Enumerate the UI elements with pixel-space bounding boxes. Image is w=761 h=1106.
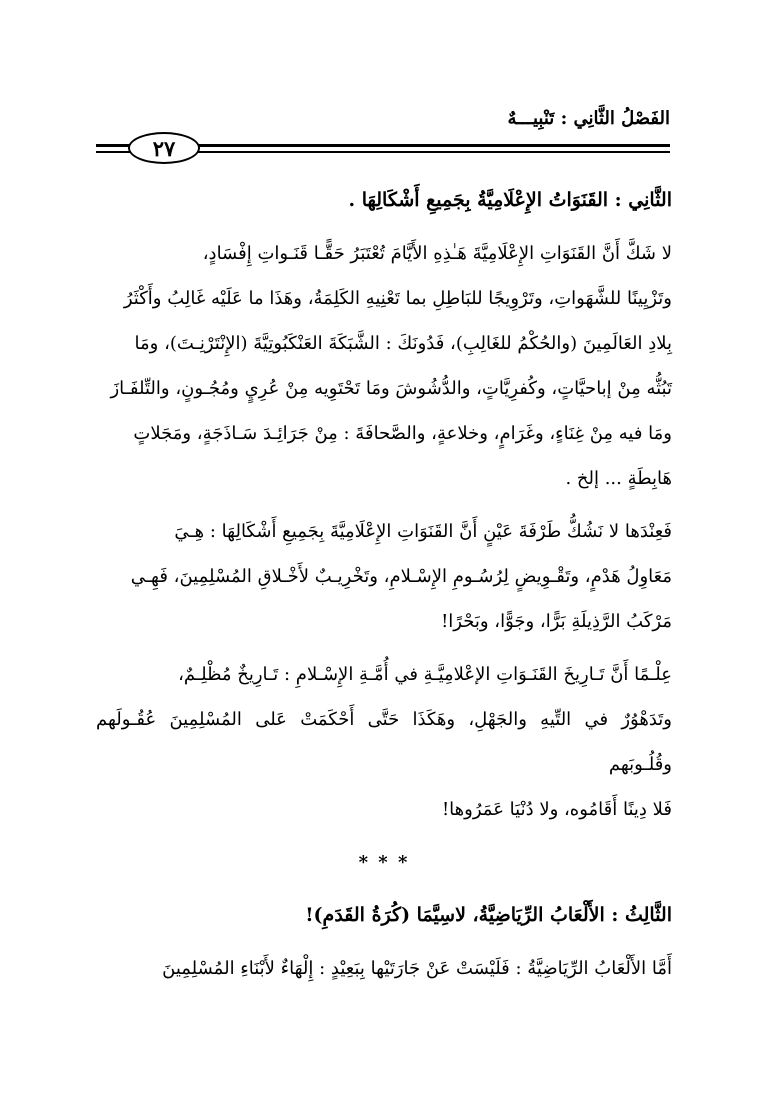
section-separator: * * * (358, 852, 410, 873)
paragraph-2-line-3: مَرْكَبُ الرَّذِيلَةِ بَرًّا، وجَوًّا، وبَحْرًا! (441, 611, 672, 632)
page-number-badge (128, 132, 200, 164)
paragraph-2-line-2: مَعَاوِلُ هَدْمٍ، وتَقْـوِيضٍ لِرُسُـومِ الإِسْـلامِ، وتَخْرِيـبٌ لأَخْـلاقِ المُسْلِمِينَ، فَهِـي (130, 566, 672, 587)
spacer (96, 885, 672, 893)
page-header (96, 108, 670, 178)
paragraph-1-line-2: وتَزْيِينًا للشَّهَواتِ، وتَرْوِيجًا للبَاطِلِ بما تَعْنِيهِ الكَلِمَةُ، وهَذَا ما عَلَيْه غَالِبُ وأَكْثَرُ (123, 288, 672, 309)
paragraph-1-line-4: تَبُثُّه مِنْ إباحيَّاتٍ، وكُفرِيَّاتٍ، والدُّشُوشَ ومَا تَحْتَوِيه مِنْ عُرِيٍ ومُجُـونٍ، والتِّلفَـازَ (110, 378, 672, 399)
spacer (96, 223, 672, 231)
section-heading-second: الثَّانِي : القَنَوَاتُ الإِعْلَامِيَّةُ بِجَمِيعِ أَشْكَالِهَا . (348, 189, 672, 211)
spacer (96, 938, 672, 946)
paragraph-1-line-3: بِلادِ العَالَمِينَ (والحُكْمُ للغَالِبِ)، فَدُونَكَ : الشَّبَكَةَ العَنْكَبُوتِيَّةَ (الإِنْتَرْنِـتَ)، ومَا (134, 333, 672, 354)
spacer (96, 644, 672, 652)
spacer (96, 501, 672, 509)
paragraph-4-line-1: أَمَّا الأَلْعَابُ الرِّيَاضِيَّةُ : فَلَيْسَتْ عَنْ جَارَتَيْها بِبَعِيْدٍ : إِلْهَاءٌ لأَبْنَاءِ المُسْلِمِينَ (162, 958, 672, 979)
paragraph-1-line-6: هَابِطَةٍ ... إلخ . (565, 468, 672, 489)
paragraph-1-line-5: ومَا فيه مِنْ غِنَاءٍ، وغَرَامٍ، وخلاعةٍ، والصَّحافَةَ : مِنْ جَرَائِـدَ سَـاذَجَةٍ، ومَجَلاتٍ (133, 423, 672, 444)
paragraph-1-line-1: لا شَكَّ أَنَّ القَنَوَاتِ الإِعْلَامِيَّةَ هَـٰذِهِ الأَيَّامَ تُعْتَبَرُ حَقًّـا قَنَـواتِ إِفْسَادٍ، (202, 243, 672, 264)
paragraph-2-line-1: فَعِنْدَها لا نَشُكُّ طَرْفَةَ عَيْنٍ أَنَّ القَنَوَاتِ الإِعْلَامِيَّةَ بِجَمِيعِ أَشْكَالِهَا : هِـيَ (174, 521, 672, 542)
paragraph-3-line-1: عِلْـمًا أَنَّ تَـارِيخَ القَنَـوَاتِ الإعْلامِيَّـةِ في أُمَّـةِ الإِسْـلامِ : تَـارِيخٌ مُظْلِـمٌ، (178, 664, 672, 685)
section-heading-third: الثَّالِثُ : الأَلْعَابُ الرِّيَاضِيَّةُ، لاسِيَّمَا (كُرَةُ القَدَمِ)! (305, 904, 672, 926)
page-body (96, 178, 672, 991)
chapter-title: الفَصْلُ الثَّانِي : تَنْبِيـــهٌ (507, 108, 670, 129)
paragraph-3-line-2: وتَدَهْوُرٌ في التِّيهِ والجَهْلِ، وهَكَذَا حَتَّى أَحْكَمَتْ عَلى المُسْلِمِينَ عُقُـولَهم وقُلُـوبَهم (96, 709, 672, 775)
paragraph-3-line-3: فَلا دِينًا أَقَامُوه، ولا دُنْيَا عَمَرُوها! (441, 799, 672, 820)
spacer (96, 832, 672, 840)
page-number: ٢٧ (152, 135, 176, 161)
